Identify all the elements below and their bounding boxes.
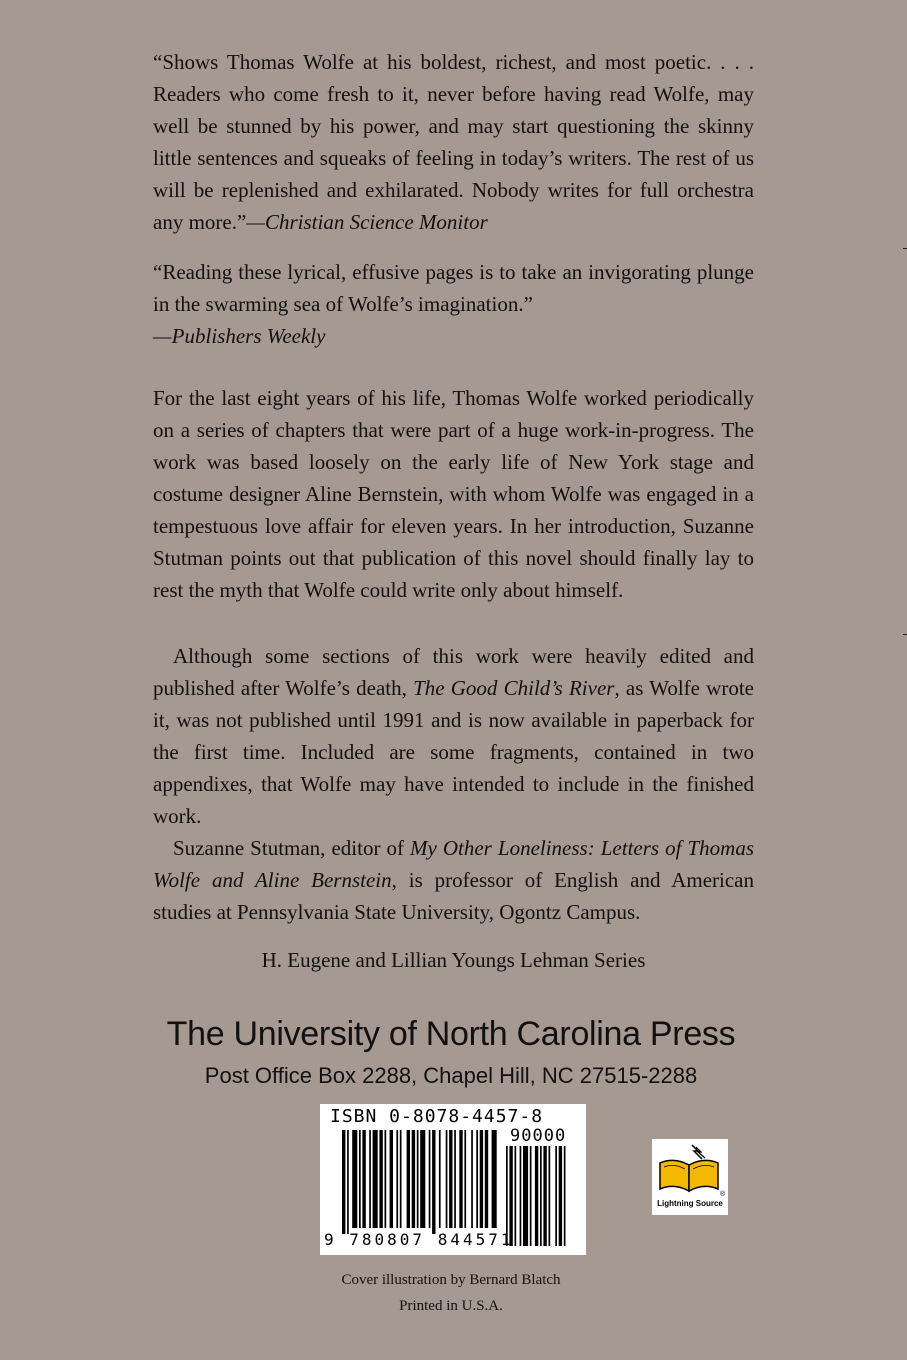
barcode-bar bbox=[492, 1130, 497, 1228]
isbn-label: ISBN 0-8078-4457-8 bbox=[330, 1106, 544, 1127]
addon-bar bbox=[564, 1146, 566, 1246]
description-paragraph-2 bbox=[153, 640, 754, 832]
book-title: The Good Child’s River bbox=[413, 676, 615, 700]
addon-bar bbox=[559, 1146, 562, 1246]
lightning-source-logo bbox=[652, 1139, 728, 1215]
barcode-bar bbox=[400, 1130, 402, 1228]
addon-bar bbox=[530, 1146, 532, 1246]
description-text-1: For the last eight years of his life, Thomas Wolfe worked periodically on a series of chapters that were part of a huge work-in-progress. The work was based loosely on the early life of New York stage and costume designer Aline Bernstein, with whom Wolfe was engaged in a tempestuous love affair for eleven years. In her introduction, Suzanne Stutman points out that publication of this novel should finally lay to rest the myth that Wolfe could write only about himself. bbox=[153, 386, 754, 602]
price-code: 90000 bbox=[510, 1126, 567, 1146]
addon-bar bbox=[515, 1146, 517, 1246]
barcode-bar bbox=[476, 1130, 478, 1228]
barcode-bar bbox=[464, 1130, 466, 1228]
barcode-bar bbox=[390, 1130, 393, 1228]
barcode-bar bbox=[485, 1130, 488, 1228]
barcode-bar bbox=[373, 1130, 378, 1228]
description-paragraph-1 bbox=[153, 382, 754, 606]
barcode-bar bbox=[352, 1130, 357, 1228]
series-name: H. Eugene and Lillian Youngs Lehman Series bbox=[261, 948, 646, 972]
quote-1-text: “Shows Thomas Wolfe at his boldest, richest, and most poetic. . . . Readers who come fresh to it, never before having read Wolfe, may well be stunned by his power, and may start questioning the skinny little sentences and squeaks of feeling in today’s writers. The rest of us will be replenished and exhilarated. Nobody writes for full orchestra any more.” bbox=[153, 50, 754, 234]
barcode-bar bbox=[449, 1130, 452, 1228]
barcode-bar bbox=[379, 1130, 382, 1228]
barcode-bar bbox=[347, 1130, 349, 1234]
editor-bio-after: , is professor of English and American studies at Pennsylvania State University, Ogontz Campus. bbox=[153, 868, 754, 924]
barcode-bar bbox=[420, 1130, 425, 1228]
publisher-name: The University of North Carolina Press bbox=[166, 1015, 736, 1053]
barcode-bar bbox=[385, 1130, 387, 1228]
isbn-barcode bbox=[320, 1104, 586, 1255]
addon-bar bbox=[523, 1146, 528, 1246]
barcode-bar bbox=[439, 1130, 441, 1228]
barcode-bar bbox=[432, 1130, 435, 1234]
cover-credit: Cover illustration by Bernard Blatch bbox=[341, 1272, 561, 1288]
barcode-bar bbox=[454, 1130, 456, 1228]
editor-bio bbox=[153, 832, 754, 928]
barcode-bar bbox=[446, 1130, 448, 1228]
editor-bio-before: Suzanne Stutman, editor of bbox=[173, 836, 411, 860]
addon-bar bbox=[549, 1146, 551, 1246]
barcode-bar bbox=[417, 1130, 419, 1228]
ean-number: 9 780807 844571 bbox=[324, 1230, 514, 1249]
registered-mark: ® bbox=[720, 1191, 726, 1198]
publisher-address: Post Office Box 2288, Chapel Hill, NC 27515-2288 bbox=[204, 1063, 698, 1088]
addon-bar bbox=[555, 1146, 557, 1246]
logo-label: Lightning Source bbox=[657, 1199, 723, 1208]
barcode-bar bbox=[359, 1130, 361, 1228]
addon-bar bbox=[540, 1146, 542, 1246]
barcode-bar bbox=[412, 1130, 415, 1228]
barcode-bar bbox=[396, 1130, 398, 1228]
barcode-bar bbox=[471, 1130, 473, 1228]
addon-bar bbox=[535, 1146, 538, 1246]
barcode-bar bbox=[429, 1130, 431, 1228]
barcode-bar bbox=[480, 1130, 483, 1228]
addon-bar bbox=[543, 1146, 546, 1246]
printed-in: Printed in U.S.A. bbox=[399, 1298, 503, 1314]
barcode-bar bbox=[407, 1130, 410, 1228]
quote-1-source: —Christian Science Monitor bbox=[246, 210, 488, 234]
barcode-bar bbox=[459, 1130, 462, 1228]
quote-2-source: —Publishers Weekly bbox=[153, 324, 326, 348]
review-quote-2 bbox=[153, 256, 754, 352]
barcode-bar bbox=[342, 1130, 345, 1234]
editor-book-title: My Other Loneliness: Letters of Thomas Wolfe and Aline Bernstein bbox=[153, 836, 755, 892]
addon-bar bbox=[520, 1146, 522, 1246]
trim-mark-middle bbox=[903, 634, 907, 635]
quote-2-text: “Reading these lyrical, effusive pages is to take an invigorating plunge in the swarming sea of Wolfe’s imagination.” bbox=[153, 260, 754, 316]
description-text-2-before: Although some sections of this work were heavily edited and published after Wolfe’s death, bbox=[153, 644, 754, 700]
description-text-2-after: , as Wolfe wrote it, was not published until 1991 and is now available in paperback for the first time. Included are some fragments, contained in two appendixes, that Wolfe may have intended to include in the finished work. bbox=[153, 676, 754, 828]
barcode-bar bbox=[369, 1130, 371, 1228]
trim-mark-top bbox=[903, 248, 907, 249]
review-quote-1 bbox=[153, 46, 754, 238]
barcode-bar bbox=[362, 1130, 365, 1228]
